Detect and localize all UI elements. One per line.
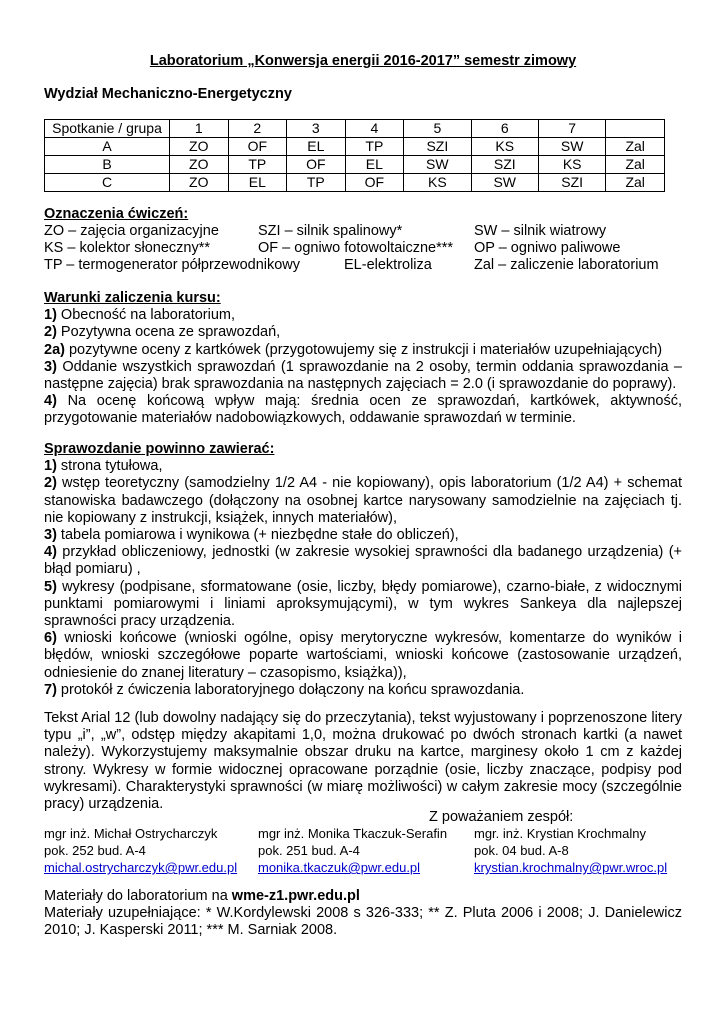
member-email-link[interactable]: michal.ostrycharczyk@pwr.edu.pl xyxy=(44,860,238,875)
table-cell: ZO xyxy=(170,138,229,156)
table-cell: EL xyxy=(228,174,287,192)
member-email-link[interactable]: monika.tkaczuk@pwr.edu.pl xyxy=(258,860,421,875)
report-section xyxy=(44,441,682,699)
legend-item: OP – ogniwo paliwowe xyxy=(474,240,621,256)
member-name: mgr inż. Michał Ostrycharczyk xyxy=(44,826,218,841)
table-cell: OF xyxy=(287,156,346,174)
list-item: 2) Pozytywna ocena ze sprawozdań, xyxy=(44,324,281,341)
legend-item: TP – termogenerator półprzewodnikowy xyxy=(44,257,301,273)
list-item: 4) przykład obliczeniowy, jednostki (w zakresie wysokiej sprawności dla badanego urządzenia) (+ błąd pomiaru) , xyxy=(44,544,682,578)
legend-heading: Oznaczenia ćwiczeń: xyxy=(44,206,189,222)
table-cell: SW xyxy=(471,174,538,192)
table-cell: SW xyxy=(538,138,605,156)
table-cell: 7 xyxy=(538,120,605,138)
table-cell: SW xyxy=(404,156,471,174)
report-heading: Sprawozdanie powinno zawierać: xyxy=(44,441,275,457)
table-cell: TP xyxy=(228,156,287,174)
table-cell: 1 xyxy=(170,120,229,138)
list-item: 7) protokół z ćwiczenia laboratoryjnego dołączony na końcu sprawozdania. xyxy=(44,681,525,698)
regards-line: Z poważaniem zespół: xyxy=(429,809,574,825)
table-cell: SZI xyxy=(538,174,605,192)
schedule-table xyxy=(44,119,665,192)
table-cell: TP xyxy=(345,138,404,156)
table-cell: KS xyxy=(471,138,538,156)
legend-item: SZI – silnik spalinowy* xyxy=(258,223,403,239)
table-header-row xyxy=(45,120,665,138)
document-title: Laboratorium „Konwersja energii 2016-2017” semestr zimowy xyxy=(149,53,577,69)
list-item: 3) tabela pomiarowa i wynikowa (+ niezbędne stałe do obliczeń), xyxy=(44,527,459,544)
table-cell: EL xyxy=(287,138,346,156)
table-cell xyxy=(606,120,665,138)
table-cell: Zal xyxy=(606,156,665,174)
table-cell: OF xyxy=(345,174,404,192)
legend-item: ZO – zajęcia organizacyjne xyxy=(44,223,219,239)
table-cell: 2 xyxy=(228,120,287,138)
member-room: pok. 251 bud. A-4 xyxy=(258,843,360,858)
materials-section xyxy=(44,888,682,940)
table-cell: A xyxy=(45,138,170,156)
table-cell: SZI xyxy=(471,156,538,174)
list-item: 2a) pozytywne oceny z kartkówek (przygotowujemy się z instrukcji i materiałów uzupełniających) xyxy=(44,341,663,358)
list-item: 5) wykresy (podpisane, sformatowane (osie, liczby, błędy pomiarowe), czarno-białe, z widocznymi punktami pomiarowymi i liniami aproksymującymi), w tym wykres Sankeya dla najlepszej sprawności pracy urządzenia. xyxy=(44,578,682,630)
table-row xyxy=(45,138,665,156)
legend-item: EL-elektroliza xyxy=(344,257,432,273)
materials-line: Materiały do laboratorium na wme-z1.pwr.edu.pl xyxy=(44,888,360,904)
member-email-link[interactable]: krystian.krochmalny@pwr.wroc.pl xyxy=(474,860,668,875)
materials-site: wme-z1.pwr.edu.pl xyxy=(231,888,360,904)
table-cell: Zal xyxy=(606,174,665,192)
team-member xyxy=(44,825,237,876)
table-cell: KS xyxy=(538,156,605,174)
table-cell: Zal xyxy=(606,138,665,156)
legend-item: KS – kolektor słoneczny** xyxy=(44,240,211,256)
table-cell: 6 xyxy=(471,120,538,138)
list-item: 1) strona tytułowa, xyxy=(44,458,163,475)
table-cell: OF xyxy=(228,138,287,156)
table-cell: ZO xyxy=(170,174,229,192)
table-row xyxy=(45,174,665,192)
table-cell: KS xyxy=(404,174,471,192)
table-cell: TP xyxy=(287,174,346,192)
supplementary-materials: Materiały uzupełniające: * W.Kordylewski 2008 s 326-333; ** Z. Pluta 2006 i 2008; J. Danielewicz 2010; J. Kasperski 2011; *** M. Sarniak 2008. xyxy=(44,905,682,939)
table-cell: EL xyxy=(345,156,404,174)
legend-item: Zal – zaliczenie laboratorium xyxy=(474,257,659,273)
table-cell: 5 xyxy=(404,120,471,138)
legend-item: OF – ogniwo fotowoltaiczne*** xyxy=(258,240,454,256)
list-item: 6) wnioski końcowe (wnioski ogólne, opisy merytoryczne wykresów, komentarze do wyników i błędów, wnioski szczegółowe poparte wartościami, wnioski końcowe (zastosowanie urządzeń, odniesienie do znanej literatury – czasopismo, książka)), xyxy=(44,630,682,681)
table-cell: SZI xyxy=(404,138,471,156)
table-cell: 3 xyxy=(287,120,346,138)
member-room: pok. 252 bud. A-4 xyxy=(44,843,146,858)
department-name: Wydział Mechaniczno-Energetyczny xyxy=(44,86,292,102)
member-name: mgr inż. Monika Tkaczuk-Serafin xyxy=(258,826,448,841)
table-cell: B xyxy=(45,156,170,174)
table-cell: C xyxy=(45,174,170,192)
formatting-note: Tekst Arial 12 (lub dowolny nadający się do przeczytania), tekst wyjustowany i poprzenoszone litery typu „i”, „w”, odstęp między akapitami 1,0, można drukować po dwóch stronach kartki (a nawet należy). Wykorzystujemy maksymalnie obszar druku na kartce, marginesy około 1 cm z każdej strony. Wykresy w formie widocznej opracowane porządnie (osie, liczby znaczące, podpisy pod wykresami). Charakterystyki sprawności (w miarę możliwości) w całym zakresie mocy (szczególnie pracy) urządzenia. xyxy=(44,710,682,813)
list-item: 1) Obecność na laboratorium, xyxy=(44,307,236,324)
member-room: pok. 04 bud. A-8 xyxy=(474,843,569,858)
table-row xyxy=(45,156,665,174)
team-member xyxy=(258,825,447,876)
table-cell: ZO xyxy=(170,156,229,174)
table-cell: Spotkanie / grupa xyxy=(45,120,170,138)
conditions-heading: Warunki zaliczenia kursu: xyxy=(44,290,221,306)
list-item: 4) Na ocenę końcową wpływ mają: średnia ocen ze sprawozdań, kartkówek, aktywność, przygotowanie materiałów nadobowiązkowych, oddawanie sprawozdań w terminie. xyxy=(44,393,682,427)
table-cell: 4 xyxy=(345,120,404,138)
member-name: mgr. inż. Krystian Krochmalny xyxy=(474,826,646,841)
team-member xyxy=(474,825,667,876)
list-item: 2) wstęp teoretyczny (samodzielny 1/2 A4 - nie kopiowany), opis laboratorium (1/2 A4) + schemat stanowiska badawczego (dołączony na osobnej kartce narysowany samodzielnie na zajęciach tj. nie kopiowany z instrukcji, książek, innych materiałów), xyxy=(44,475,682,526)
conditions-section xyxy=(44,290,682,428)
legend-item: SW – silnik wiatrowy xyxy=(474,223,607,239)
list-item: 3) Oddanie wszystkich sprawozdań (1 sprawozdanie na 2 osoby, termin oddania sprawozdania – następne zajęcia) brak sprawozdania na następnych zajęciach = 2.0 (i sprawozdanie do poprawy). xyxy=(44,358,682,393)
